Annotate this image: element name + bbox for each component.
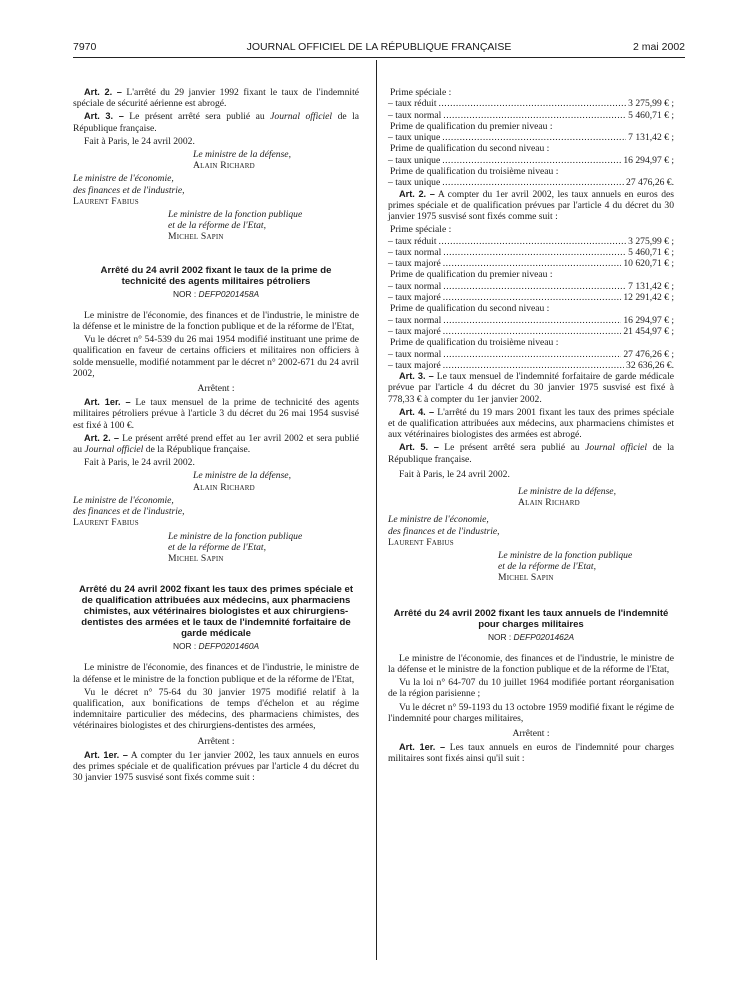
dot-leader (443, 326, 622, 337)
rate-value: 5 460,71 € ; (628, 246, 674, 258)
page-number: 7970 (73, 41, 97, 53)
arretent: Arrêtent : (197, 735, 235, 747)
signing-place-date: Fait à Paris, le 24 avril 2002. (84, 135, 195, 147)
signing-place-date: Fait à Paris, le 24 avril 2002. (84, 457, 195, 469)
signature-block: Le ministre de l'économie, des finances et de l'industrie, Laurent Fabius (73, 173, 223, 207)
dot-leader (442, 177, 624, 188)
signature-block: Le ministre de la défense, Alain Richard (193, 470, 359, 492)
signatory-name: Michel Sapin (168, 231, 224, 243)
issue-date: 2 mai 2002 (633, 41, 685, 53)
dot-leader (443, 360, 624, 371)
rate-value: 3 275,99 € ; (628, 235, 674, 247)
rate-group-label: Prime de qualification du second niveau : (390, 143, 550, 155)
rate-row (388, 132, 674, 143)
article: Art. 1er. – Les taux annuels en euros de l'indemnité pour charges militaires sont fixés ainsi qu'il suit : (388, 742, 674, 765)
signatory-name: Alain Richard (193, 481, 255, 493)
rate-name: – taux unique (388, 154, 441, 166)
rate-row (388, 315, 674, 326)
rate-group-label: Prime spéciale : (390, 224, 452, 236)
rate-row (388, 177, 674, 188)
rate-row (388, 247, 674, 258)
decree-title: Arrêté du 24 avril 2002 fixant le taux de la prime de technicité des agents militaires pétroliers (100, 264, 332, 287)
rate-row (388, 258, 674, 269)
article: Art. 2. – A compter du 1er avril 2002, les taux annuels en euros des primes spéciale et de qualification prévues par l'article 4 du décret du 30 janvier 1975 susvisé sont fixés comme suit : (388, 188, 674, 223)
preamble: Le ministre de l'économie, des finances et de l'industrie, le ministre de la défense et le ministre de la fonction publique et de la réforme de l'Etat, (73, 309, 359, 333)
rate-group-label: Prime de qualification du second niveau : (390, 303, 550, 315)
dot-leader (442, 132, 626, 143)
rate-group-label: Prime de qualification du premier niveau : (390, 120, 553, 132)
rate-value: 10 620,71 € ; (623, 258, 674, 270)
rate-name: – taux majoré (388, 325, 441, 337)
dot-leader (443, 292, 622, 303)
signatory-name: Michel Sapin (168, 552, 224, 564)
arretent: Arrêtent : (197, 383, 235, 395)
article: Art. 3. – Le taux mensuel de l'indemnité forfaitaire de garde médicale prévue par l'article 4 du décret du 30 janvier 1975 susvisé est fixé à 778,33 € à compter du 1er janvier 2002. (388, 371, 674, 405)
dot-leader (439, 236, 627, 247)
rate-name: – taux réduit (388, 98, 437, 110)
dot-leader (439, 98, 627, 109)
rate-row (388, 236, 674, 247)
nor-reference: NOR : DEFP0201458A (172, 288, 260, 299)
rate-name: – taux majoré (388, 359, 441, 371)
signing-place-date: Fait à Paris, le 24 avril 2002. (399, 468, 510, 480)
dot-leader (443, 315, 621, 326)
signature-block: Le ministre de l'économie, des finances et de l'industrie, Laurent Fabius (388, 514, 538, 548)
rate-row (388, 349, 674, 360)
preamble: Le ministre de l'économie, des finances et de l'industrie, le ministre de la défense et le ministre de la fonction publique et de la réforme de l'Etat, (388, 652, 674, 675)
rate-name: – taux réduit (388, 235, 437, 247)
rate-row (388, 360, 674, 371)
article: Art. 4. – L'arrêté du 19 mars 2001 fixant les taux des primes spéciale et de qualification attribuées aux médecins, aux pharmaciens chimistes et aux vétérinaires biologistes des armées est abrogé. (388, 406, 674, 441)
rate-row (388, 110, 674, 121)
dot-leader (443, 247, 626, 258)
signature-block: Le ministre de l'économie, des finances et de l'industrie, Laurent Fabius (73, 495, 223, 529)
page-header (73, 42, 685, 54)
signature-block: Le ministre de la fonction publique et de la réforme de l'Etat, Michel Sapin (168, 209, 359, 243)
dot-leader (443, 281, 626, 292)
header-rule (73, 57, 685, 58)
preamble: Le ministre de l'économie, des finances et de l'industrie, le ministre de la défense et le ministre de la fonction publique et de la réforme de l'Etat, (73, 662, 359, 685)
rate-name: – taux normal (388, 109, 442, 121)
rate-name: – taux majoré (388, 258, 441, 270)
signature-block: Le ministre de la fonction publique et de la réforme de l'Etat, Michel Sapin (168, 531, 359, 565)
signature-block: Le ministre de la défense, Alain Richard (193, 149, 359, 171)
rate-value: 32 636,26 €. (626, 359, 674, 371)
visa: Vu le décret n° 59-1193 du 13 octobre 1959 modifié fixant le régime de l'indemnité pour charges militaires, (388, 701, 674, 724)
article: Art. 1er. – Le taux mensuel de la prime de technicité des agents militaires pétroliers prévue à l'article 3 du décret du 26 mai 1954 susvisé est fixé à 100 €. (73, 397, 359, 431)
rate-name: – taux unique (388, 177, 441, 189)
visa: Vu le décret n° 75-64 du 30 janvier 1975 modifié relatif à la qualification, aux bonifications de temps d'échelon et au régime indemnitaire particulier des médecins, des pharmaciens chimistes, des vétérinaires biologistes et des chirurgiens-dentistes des armées, (73, 686, 359, 732)
dot-leader (443, 349, 621, 360)
rate-value: 27 476,26 €. (626, 177, 674, 189)
rates-table (388, 87, 674, 189)
signatory-name: Laurent Fabius (73, 195, 139, 207)
signatory-name: Michel Sapin (498, 572, 554, 584)
rate-row (388, 326, 674, 337)
article: Art. 1er. – A compter du 1er janvier 2002, les taux annuels en euros des primes spéciale et de qualification prévues par l'article 4 du décret du 30 janvier 1975 susvisé sont fixés comme suit : (73, 749, 359, 784)
rate-name: – taux normal (388, 280, 442, 292)
signature-block: Le ministre de la fonction publique et de la réforme de l'Etat, Michel Sapin (498, 550, 674, 584)
rate-group-label: Prime de qualification du troisième niveau : (390, 337, 559, 349)
rate-value: 27 476,26 € ; (623, 348, 674, 360)
visa: Vu le décret n° 54-539 du 26 mai 1954 modifié instituant une prime de qualification en faveur de certains officiers et militaires non officiers à solde mensuelle, modifié notamment par le décret n° 2002-671 du 24 avril 2002, (73, 334, 359, 379)
rate-row (388, 281, 674, 292)
article: Art. 3. – Le présent arrêté sera publié au Journal officiel de la République française. (73, 111, 360, 134)
rate-name: – taux normal (388, 314, 442, 326)
visa: Vu la loi n° 64-707 du 10 juillet 1964 modifiée portant réorganisation de la région parisienne ; (388, 677, 674, 700)
rate-value: 5 460,71 € ; (628, 109, 674, 121)
article: Art. 5. – Le présent arrêté sera publié au Journal officiel de la République française. (388, 442, 675, 465)
decree-title: Arrêté du 24 avril 2002 fixant les taux des primes spéciale et de qualification attribuées aux médecins, aux pharmaciens chimistes, aux vétérinaires biologistes et aux chirurgiens-dentistes des armées et le taux de l'indemnité forfaitaire de garde médicale (78, 584, 354, 640)
signatory-name: Alain Richard (518, 497, 580, 509)
right-column (388, 87, 674, 767)
nor-reference: NOR : DEFP0201462A (487, 631, 575, 642)
signatory-name: Laurent Fabius (73, 517, 139, 529)
column-divider (376, 60, 377, 960)
nor-reference: NOR : DEFP0201460A (172, 641, 260, 652)
article: Art. 2. – Le présent arrêté prend effet au 1er avril 2002 et sera publié au Journal officiel de la République française. (73, 432, 359, 456)
dot-leader (443, 258, 622, 269)
decree-title: Arrêté du 24 avril 2002 fixant les taux annuels de l'indemnité pour charges militaires (393, 607, 669, 630)
dot-leader (442, 155, 621, 166)
rate-name: – taux majoré (388, 292, 441, 304)
rate-row (388, 98, 674, 109)
left-column (73, 87, 359, 785)
arretent: Arrêtent : (512, 728, 550, 740)
rate-name: – taux normal (388, 348, 442, 360)
rate-value: 7 131,42 € ; (628, 132, 674, 144)
rate-value: 3 275,99 € ; (628, 98, 674, 110)
rate-value: 12 291,42 € ; (623, 292, 674, 304)
rate-group-label: Prime de qualification du troisième niveau : (390, 166, 559, 178)
article: Art. 2. – L'arrêté du 29 janvier 1992 fixant le taux de l'indemnité spéciale de sécurité aérienne est abrogé. (73, 87, 359, 110)
signatory-name: Alain Richard (193, 160, 255, 172)
rate-group-label: Prime spéciale : (390, 87, 452, 98)
rate-group-label: Prime de qualification du premier niveau : (390, 269, 553, 281)
rate-value: 16 294,97 € ; (623, 154, 674, 166)
rate-value: 16 294,97 € ; (623, 314, 674, 326)
signature-block: Le ministre de la défense, Alain Richard (518, 486, 674, 508)
rate-value: 7 131,42 € ; (628, 280, 674, 292)
rate-row (388, 155, 674, 166)
rate-name: – taux normal (388, 246, 442, 258)
rate-name: – taux unique (388, 132, 441, 144)
rates-table (388, 224, 674, 371)
journal-title: JOURNAL OFFICIEL DE LA RÉPUBLIQUE FRANÇAISE (246, 41, 512, 53)
dot-leader (443, 110, 626, 121)
rate-row (388, 292, 674, 303)
rate-value: 21 454,97 € ; (623, 325, 674, 337)
signatory-name: Laurent Fabius (388, 536, 454, 548)
